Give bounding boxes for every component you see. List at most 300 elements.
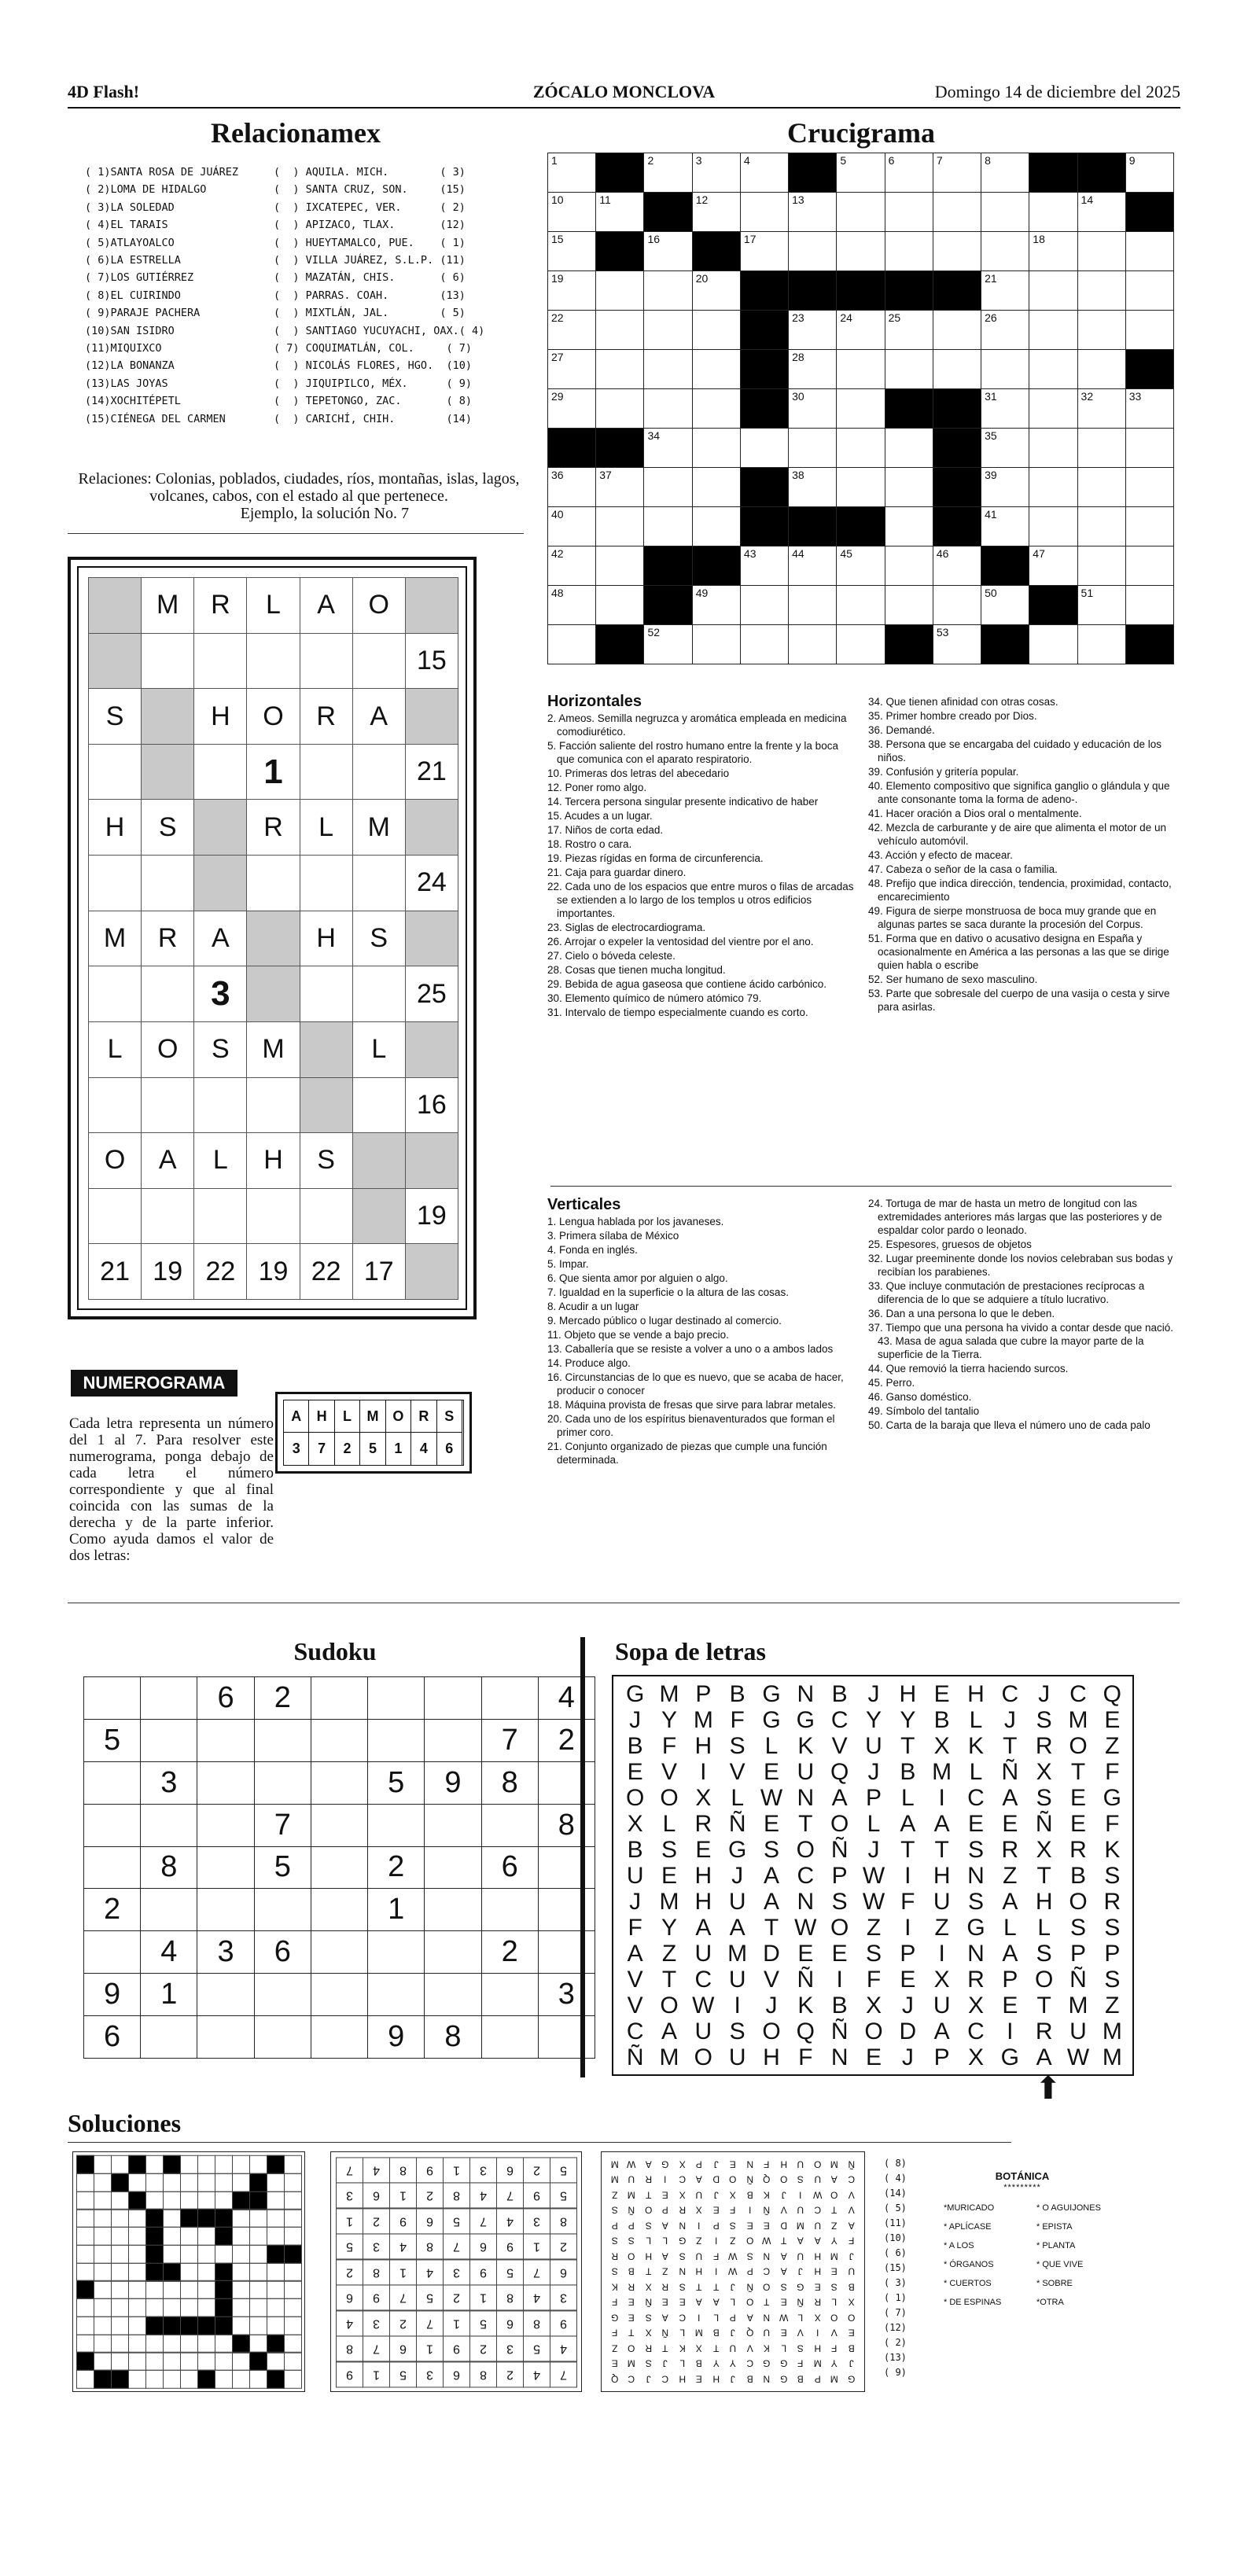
sudoku-cell[interactable] xyxy=(197,1761,254,1805)
sudoku-given[interactable]: 1 xyxy=(140,1973,197,2016)
crossword-cell[interactable] xyxy=(981,388,1029,429)
letter-cell[interactable]: U xyxy=(797,1758,815,1785)
letter-cell[interactable]: F xyxy=(798,2044,813,2071)
letter-cell[interactable]: R xyxy=(1001,1836,1019,1863)
crossword-cell[interactable] xyxy=(885,349,933,389)
numerograma-empty-cell[interactable] xyxy=(246,911,300,967)
crossword-cell[interactable] xyxy=(981,192,1029,232)
letter-cell[interactable]: F xyxy=(866,1967,882,1993)
numerograma-cell[interactable]: 21 xyxy=(88,1243,142,1300)
numerograma-cell[interactable]: A xyxy=(193,911,247,967)
numerograma-empty-cell[interactable] xyxy=(300,1077,353,1134)
letter-cell[interactable]: V xyxy=(661,1758,677,1785)
letter-cell[interactable]: J xyxy=(629,1889,642,1915)
crossword-cell[interactable] xyxy=(595,349,644,389)
numerograma-cell[interactable]: S xyxy=(300,1132,353,1189)
crossword-cell[interactable] xyxy=(1125,388,1174,429)
letter-cell[interactable]: F xyxy=(661,1732,677,1759)
crossword-cell[interactable] xyxy=(836,192,885,232)
letter-cell[interactable]: T xyxy=(1003,1732,1018,1759)
crossword-cell[interactable] xyxy=(595,388,644,429)
numerograma-empty-cell[interactable] xyxy=(141,688,194,745)
letter-cell[interactable]: P xyxy=(1002,1967,1018,1993)
numerograma-empty-cell[interactable] xyxy=(141,966,194,1022)
letter-cell[interactable]: S xyxy=(1104,1915,1121,1941)
sudoku-given[interactable]: 7 xyxy=(254,1804,311,1847)
crossword-cell[interactable] xyxy=(1077,585,1126,625)
numerograma-empty-cell[interactable] xyxy=(300,633,353,690)
crossword-cell[interactable] xyxy=(1029,546,1077,586)
letter-cell[interactable]: H xyxy=(933,1862,951,1889)
sudoku-cell[interactable] xyxy=(311,2015,368,2059)
crossword-cell[interactable] xyxy=(788,467,837,507)
letter-cell[interactable]: N xyxy=(967,1941,985,1967)
letter-cell[interactable]: A xyxy=(1036,2044,1052,2071)
numerograma-empty-cell[interactable] xyxy=(352,1188,406,1245)
letter-cell[interactable]: P xyxy=(1104,1941,1121,1967)
letter-cell[interactable]: W xyxy=(1066,2044,1090,2071)
letter-cell[interactable]: W xyxy=(862,1862,885,1889)
numerograma-empty-cell[interactable] xyxy=(193,855,247,911)
crossword-cell[interactable] xyxy=(547,231,596,271)
sudoku-given[interactable]: 8 xyxy=(424,2015,481,2059)
numerograma-empty-cell[interactable] xyxy=(405,1243,458,1300)
letter-cell[interactable]: V xyxy=(627,1993,643,2019)
letter-cell[interactable]: L xyxy=(731,1784,744,1811)
crossword-cell[interactable] xyxy=(740,231,789,271)
letter-cell[interactable]: N xyxy=(797,1680,815,1707)
crossword-cell[interactable] xyxy=(692,388,741,429)
letter-cell[interactable]: K xyxy=(1104,1836,1121,1863)
numerograma-cell[interactable]: 15 xyxy=(405,633,458,690)
crossword-cell[interactable] xyxy=(1077,270,1126,311)
letter-cell[interactable]: L xyxy=(764,1732,779,1759)
sudoku-given[interactable]: 5 xyxy=(367,1761,425,1805)
letter-cell[interactable]: Y xyxy=(865,1706,882,1733)
numerograma-cell[interactable]: 19 xyxy=(246,1243,300,1300)
numerograma-empty-cell[interactable] xyxy=(193,744,247,800)
letter-cell[interactable]: S xyxy=(661,1836,677,1863)
letter-cell[interactable]: W xyxy=(692,1993,715,2019)
letter-cell[interactable]: S xyxy=(1036,1706,1052,1733)
crossword-cell[interactable] xyxy=(595,270,644,311)
sudoku-cell[interactable] xyxy=(311,1719,368,1762)
sudoku-cell[interactable] xyxy=(424,1676,481,1720)
letter-cell[interactable]: G xyxy=(1103,1784,1121,1811)
crossword-cell[interactable] xyxy=(595,310,644,350)
letter-cell[interactable]: F xyxy=(730,1706,745,1733)
letter-cell[interactable]: L xyxy=(1037,1915,1051,1941)
numerograma-empty-cell[interactable] xyxy=(300,966,353,1022)
letter-cell[interactable]: B xyxy=(1069,1862,1086,1889)
letter-cell[interactable]: M xyxy=(932,1758,952,1785)
crossword-cell[interactable] xyxy=(885,428,933,468)
sudoku-cell[interactable] xyxy=(140,1676,197,1720)
crossword-cell[interactable] xyxy=(1077,506,1126,546)
letter-cell[interactable]: A xyxy=(695,1915,712,1941)
letter-cell[interactable]: A xyxy=(627,1941,643,1967)
letter-cell[interactable]: U xyxy=(728,1967,746,1993)
letter-cell[interactable]: B xyxy=(831,1993,848,2019)
letter-cell[interactable]: Ñ xyxy=(1069,1967,1087,1993)
crossword-cell[interactable] xyxy=(1029,388,1077,429)
crossword-cell[interactable] xyxy=(788,388,837,429)
letter-cell[interactable]: E xyxy=(1002,1993,1018,2019)
letter-cell[interactable]: O xyxy=(830,1915,849,1941)
sudoku-cell[interactable] xyxy=(367,1930,425,1974)
sudoku-cell[interactable] xyxy=(83,1676,141,1720)
letter-cell[interactable]: Ñ xyxy=(626,2044,644,2071)
letter-cell[interactable]: V xyxy=(627,1967,643,1993)
letter-cell[interactable]: A xyxy=(933,2018,950,2045)
numerograma-cell[interactable]: A xyxy=(141,1132,194,1189)
numerograma-empty-cell[interactable] xyxy=(88,1077,142,1134)
letter-cell[interactable]: L xyxy=(900,1784,915,1811)
crossword-cell[interactable] xyxy=(547,270,596,311)
crossword-cell[interactable] xyxy=(1077,388,1126,429)
letter-cell[interactable]: L xyxy=(662,1810,676,1837)
letter-cell[interactable]: X xyxy=(967,2044,984,2071)
crossword-cell[interactable] xyxy=(595,585,644,625)
letter-cell[interactable]: N xyxy=(830,2044,849,2071)
crossword-cell[interactable] xyxy=(547,388,596,429)
letter-cell[interactable]: G xyxy=(966,1915,985,1941)
sudoku-given[interactable]: 6 xyxy=(83,2015,141,2059)
letter-cell[interactable]: X xyxy=(933,1967,950,1993)
letter-cell[interactable]: O xyxy=(796,1836,815,1863)
numerograma-empty-cell[interactable] xyxy=(352,855,406,911)
crossword-cell[interactable] xyxy=(692,506,741,546)
letter-cell[interactable]: Ñ xyxy=(728,1810,746,1837)
sudoku-given[interactable]: 8 xyxy=(481,1761,539,1805)
letter-cell[interactable]: E xyxy=(627,1758,643,1785)
crossword-cell[interactable] xyxy=(788,192,837,232)
crossword-cell[interactable] xyxy=(933,546,981,586)
sudoku-cell[interactable] xyxy=(254,1719,311,1762)
crossword-cell[interactable] xyxy=(981,310,1029,350)
numerograma-empty-cell[interactable] xyxy=(246,855,300,911)
numerograma-cell[interactable]: M xyxy=(88,911,142,967)
sudoku-given[interactable]: 3 xyxy=(140,1761,197,1805)
crossword-cell[interactable] xyxy=(981,231,1029,271)
letter-cell[interactable]: M xyxy=(659,1889,679,1915)
letter-cell[interactable]: S xyxy=(831,1889,848,1915)
letter-cell[interactable]: S xyxy=(1036,1941,1052,1967)
sudoku-given[interactable]: 2 xyxy=(481,1930,539,1974)
numerograma-empty-cell[interactable] xyxy=(193,799,247,856)
letter-cell[interactable]: C xyxy=(967,1784,985,1811)
letter-cell[interactable]: Y xyxy=(661,1915,677,1941)
letter-cell[interactable]: E xyxy=(763,1810,779,1837)
numerograma-empty-cell[interactable] xyxy=(405,577,458,634)
numerograma-cell[interactable]: A xyxy=(300,577,353,634)
crossword-cell[interactable] xyxy=(595,467,644,507)
letter-cell[interactable]: C xyxy=(830,1706,849,1733)
letter-cell[interactable]: P xyxy=(695,1680,712,1707)
crossword-cell[interactable] xyxy=(981,585,1029,625)
numerograma-cell[interactable]: O xyxy=(246,688,300,745)
sudoku-cell[interactable] xyxy=(254,1761,311,1805)
letter-cell[interactable]: O xyxy=(864,2018,883,2045)
sudoku-given[interactable]: 8 xyxy=(538,1804,595,1847)
letter-cell[interactable]: E xyxy=(900,1967,916,1993)
letter-cell[interactable]: U xyxy=(933,1889,951,1915)
crossword-cell[interactable] xyxy=(981,506,1029,546)
sudoku-given[interactable]: 5 xyxy=(83,1719,141,1762)
sudoku-given[interactable]: 9 xyxy=(424,1761,481,1805)
sudoku-given[interactable]: 6 xyxy=(254,1930,311,1974)
sudoku-cell[interactable] xyxy=(311,1804,368,1847)
letter-cell[interactable]: H xyxy=(967,1680,985,1707)
letter-cell[interactable]: V xyxy=(831,1732,848,1759)
numerograma-cell[interactable]: M xyxy=(352,799,406,856)
numerograma-cell[interactable]: L xyxy=(246,577,300,634)
numerograma-empty-cell[interactable] xyxy=(141,744,194,800)
letter-cell[interactable]: T xyxy=(764,1915,779,1941)
letter-cell[interactable]: V xyxy=(763,1967,779,1993)
letter-cell[interactable]: H xyxy=(694,1889,712,1915)
crossword-cell[interactable] xyxy=(1077,624,1126,664)
letter-cell[interactable]: A xyxy=(900,1810,916,1837)
letter-cell[interactable]: U xyxy=(728,1889,746,1915)
sudoku-cell[interactable] xyxy=(83,1761,141,1805)
numerograma-cell[interactable]: O xyxy=(352,577,406,634)
numerograma-empty-cell[interactable] xyxy=(246,1188,300,1245)
sudoku-cell[interactable] xyxy=(538,2015,595,2059)
sudoku-given[interactable]: 5 xyxy=(254,1846,311,1890)
letter-cell[interactable]: Z xyxy=(934,1915,949,1941)
sudoku-given[interactable]: 6 xyxy=(481,1846,539,1890)
letter-cell[interactable]: F xyxy=(1105,1758,1120,1785)
crossword-cell[interactable] xyxy=(933,349,981,389)
letter-cell[interactable]: S xyxy=(763,1836,779,1863)
letter-cell[interactable]: A xyxy=(831,1784,848,1811)
letter-cell[interactable]: U xyxy=(626,1862,644,1889)
letter-cell[interactable]: B xyxy=(831,1680,848,1707)
letter-cell[interactable]: Z xyxy=(1105,1732,1120,1759)
sudoku-cell[interactable] xyxy=(140,1719,197,1762)
letter-cell[interactable]: A xyxy=(1002,1889,1018,1915)
letter-cell[interactable]: G xyxy=(762,1680,781,1707)
letter-cell[interactable]: O xyxy=(660,1993,679,2019)
sudoku-cell[interactable] xyxy=(197,1973,254,2016)
letter-cell[interactable]: R xyxy=(694,1810,712,1837)
crossword-cell[interactable] xyxy=(933,231,981,271)
letter-cell[interactable]: D xyxy=(899,2018,917,2045)
letter-cell[interactable]: U xyxy=(865,1732,882,1759)
letter-cell[interactable]: H xyxy=(694,1862,712,1889)
sudoku-cell[interactable] xyxy=(197,2015,254,2059)
letter-cell[interactable]: J xyxy=(765,1993,778,2019)
crossword-cell[interactable] xyxy=(1125,585,1174,625)
crossword-cell[interactable] xyxy=(643,153,692,193)
letter-cell[interactable]: A xyxy=(1002,1941,1018,1967)
numerograma-empty-cell[interactable] xyxy=(88,577,142,634)
letter-cell[interactable]: G xyxy=(1000,2044,1019,2071)
numerograma-empty-cell[interactable] xyxy=(405,1132,458,1189)
letter-cell[interactable]: O xyxy=(1069,1889,1088,1915)
sudoku-cell[interactable] xyxy=(140,2015,197,2059)
sudoku-given[interactable]: 9 xyxy=(367,2015,425,2059)
numerograma-cell[interactable]: M xyxy=(246,1021,300,1078)
numerograma-cell[interactable]: 21 xyxy=(405,744,458,800)
crossword-cell[interactable] xyxy=(740,153,789,193)
letter-cell[interactable]: G xyxy=(796,1706,815,1733)
crossword-cell[interactable] xyxy=(740,192,789,232)
letter-cell[interactable]: Ñ xyxy=(830,1836,849,1863)
letter-cell[interactable]: R xyxy=(967,1967,985,1993)
letter-cell[interactable]: T xyxy=(934,1836,949,1863)
sudoku-given[interactable]: 2 xyxy=(254,1676,311,1720)
crossword-cell[interactable] xyxy=(885,585,933,625)
letter-cell[interactable]: A xyxy=(933,1810,950,1837)
sudoku-cell[interactable] xyxy=(140,1888,197,1931)
numerograma-cell[interactable]: 24 xyxy=(405,855,458,911)
letter-cell[interactable]: P xyxy=(865,1784,882,1811)
numerograma-empty-cell[interactable] xyxy=(88,633,142,690)
sudoku-cell[interactable] xyxy=(367,1719,425,1762)
letter-cell[interactable]: T xyxy=(1036,1993,1051,2019)
letter-cell[interactable]: C xyxy=(967,2018,985,2045)
crossword-cell[interactable] xyxy=(788,310,837,350)
letter-cell[interactable]: C xyxy=(626,2018,644,2045)
letter-cell[interactable]: Z xyxy=(866,1915,882,1941)
letter-cell[interactable]: P xyxy=(933,2044,950,2071)
letter-cell[interactable]: C xyxy=(1001,1680,1019,1707)
letter-cell[interactable]: J xyxy=(867,1758,880,1785)
letter-cell[interactable]: C xyxy=(1069,1680,1087,1707)
crossword-cell[interactable] xyxy=(692,585,741,625)
letter-cell[interactable]: M xyxy=(1102,2044,1122,2071)
sudoku-cell[interactable] xyxy=(254,2015,311,2059)
sudoku-cell[interactable] xyxy=(538,1761,595,1805)
numerograma-cell[interactable]: R xyxy=(246,799,300,856)
crossword-cell[interactable] xyxy=(547,310,596,350)
numerograma-empty-cell[interactable] xyxy=(300,855,353,911)
letter-cell[interactable]: C xyxy=(797,1862,815,1889)
numerograma-cell[interactable]: L xyxy=(352,1021,406,1078)
sudoku-given[interactable]: 4 xyxy=(140,1930,197,1974)
sudoku-cell[interactable] xyxy=(197,1846,254,1890)
letter-cell[interactable]: A xyxy=(763,1862,779,1889)
numerograma-cell[interactable]: 22 xyxy=(193,1243,247,1300)
numerograma-empty-cell[interactable] xyxy=(141,1077,194,1134)
crossword-cell[interactable] xyxy=(595,546,644,586)
sudoku-given[interactable]: 7 xyxy=(481,1719,539,1762)
letter-cell[interactable]: Ñ xyxy=(1035,1810,1053,1837)
letter-cell[interactable]: X xyxy=(695,1784,712,1811)
letter-cell[interactable]: X xyxy=(1036,1836,1052,1863)
crossword-cell[interactable] xyxy=(643,467,692,507)
letter-cell[interactable]: M xyxy=(659,1680,679,1707)
sudoku-cell[interactable] xyxy=(538,1930,595,1974)
letter-cell[interactable]: I xyxy=(938,1941,945,1967)
crossword-cell[interactable] xyxy=(836,310,885,350)
sudoku-cell[interactable] xyxy=(311,1676,368,1720)
letter-cell[interactable]: J xyxy=(901,2044,914,2071)
numerograma-cell[interactable]: R xyxy=(300,688,353,745)
letter-cell[interactable]: T xyxy=(1070,1758,1086,1785)
letter-cell[interactable]: R xyxy=(1069,1836,1087,1863)
numerograma-cell[interactable]: A xyxy=(352,688,406,745)
crossword-cell[interactable] xyxy=(885,310,933,350)
crossword-cell[interactable] xyxy=(788,624,837,664)
letter-cell[interactable]: S xyxy=(967,1889,984,1915)
sudoku-given[interactable]: 8 xyxy=(140,1846,197,1890)
letter-cell[interactable]: F xyxy=(900,1889,915,1915)
letter-cell[interactable]: S xyxy=(729,1732,745,1759)
crossword-cell[interactable] xyxy=(1029,192,1077,232)
letter-cell[interactable]: S xyxy=(1069,1915,1086,1941)
numerograma-cell[interactable]: O xyxy=(141,1021,194,1078)
crossword-cell[interactable] xyxy=(1029,310,1077,350)
letter-cell[interactable]: M xyxy=(727,1941,748,1967)
letter-cell[interactable]: O xyxy=(1069,1732,1088,1759)
sudoku-cell[interactable] xyxy=(424,1719,481,1762)
crossword-cell[interactable] xyxy=(1125,310,1174,350)
letter-cell[interactable]: O xyxy=(830,1810,849,1837)
letter-cell[interactable]: E xyxy=(695,1836,712,1863)
crossword-cell[interactable] xyxy=(740,585,789,625)
letter-cell[interactable]: R xyxy=(1035,1732,1053,1759)
crossword-cell[interactable] xyxy=(1077,231,1126,271)
sudoku-cell[interactable] xyxy=(424,1973,481,2016)
letter-cell[interactable]: D xyxy=(763,1941,780,1967)
letter-cell[interactable]: L xyxy=(969,1758,983,1785)
letter-cell[interactable]: E xyxy=(1069,1784,1086,1811)
sudoku-cell[interactable] xyxy=(367,1804,425,1847)
sudoku-cell[interactable] xyxy=(538,1888,595,1931)
letter-cell[interactable]: X xyxy=(933,1732,950,1759)
crossword-cell[interactable] xyxy=(547,349,596,389)
numerograma-empty-cell[interactable] xyxy=(88,966,142,1022)
numerograma-empty-cell[interactable] xyxy=(88,1188,142,1245)
numerograma-empty-cell[interactable] xyxy=(405,911,458,967)
letter-cell[interactable]: T xyxy=(661,1967,677,1993)
crossword-cell[interactable] xyxy=(836,624,885,664)
letter-cell[interactable]: E xyxy=(831,1941,848,1967)
letter-cell[interactable]: I xyxy=(1007,2018,1014,2045)
letter-cell[interactable]: P xyxy=(900,1941,916,1967)
sudoku-given[interactable]: 2 xyxy=(367,1846,425,1890)
letter-cell[interactable]: J xyxy=(629,1706,642,1733)
letter-cell[interactable]: J xyxy=(731,1862,744,1889)
crossword-cell[interactable] xyxy=(981,270,1029,311)
letter-cell[interactable]: H xyxy=(763,2044,780,2071)
crossword-cell[interactable] xyxy=(1125,467,1174,507)
crossword-cell[interactable] xyxy=(788,585,837,625)
numerograma-cell[interactable]: H xyxy=(193,688,247,745)
sudoku-cell[interactable] xyxy=(254,1973,311,2016)
numerograma-cell[interactable]: R xyxy=(141,911,194,967)
numerograma-cell[interactable]: 25 xyxy=(405,966,458,1022)
numerograma-empty-cell[interactable] xyxy=(141,855,194,911)
numerograma-empty-cell[interactable] xyxy=(405,688,458,745)
letter-cell[interactable]: R xyxy=(1103,1889,1121,1915)
numerograma-empty-cell[interactable] xyxy=(352,633,406,690)
letter-cell[interactable]: V xyxy=(729,1758,745,1785)
letter-cell[interactable]: L xyxy=(969,1706,983,1733)
crossword-cell[interactable] xyxy=(547,624,596,664)
sudoku-given[interactable]: 6 xyxy=(197,1676,254,1720)
numerograma-cell[interactable]: M xyxy=(141,577,194,634)
sudoku-cell[interactable] xyxy=(424,1930,481,1974)
crossword-cell[interactable] xyxy=(1077,467,1126,507)
letter-cell[interactable]: Q xyxy=(796,2018,815,2045)
letter-cell[interactable]: W xyxy=(862,1889,885,1915)
crossword-cell[interactable] xyxy=(1077,349,1126,389)
letter-cell[interactable]: E xyxy=(797,1941,814,1967)
